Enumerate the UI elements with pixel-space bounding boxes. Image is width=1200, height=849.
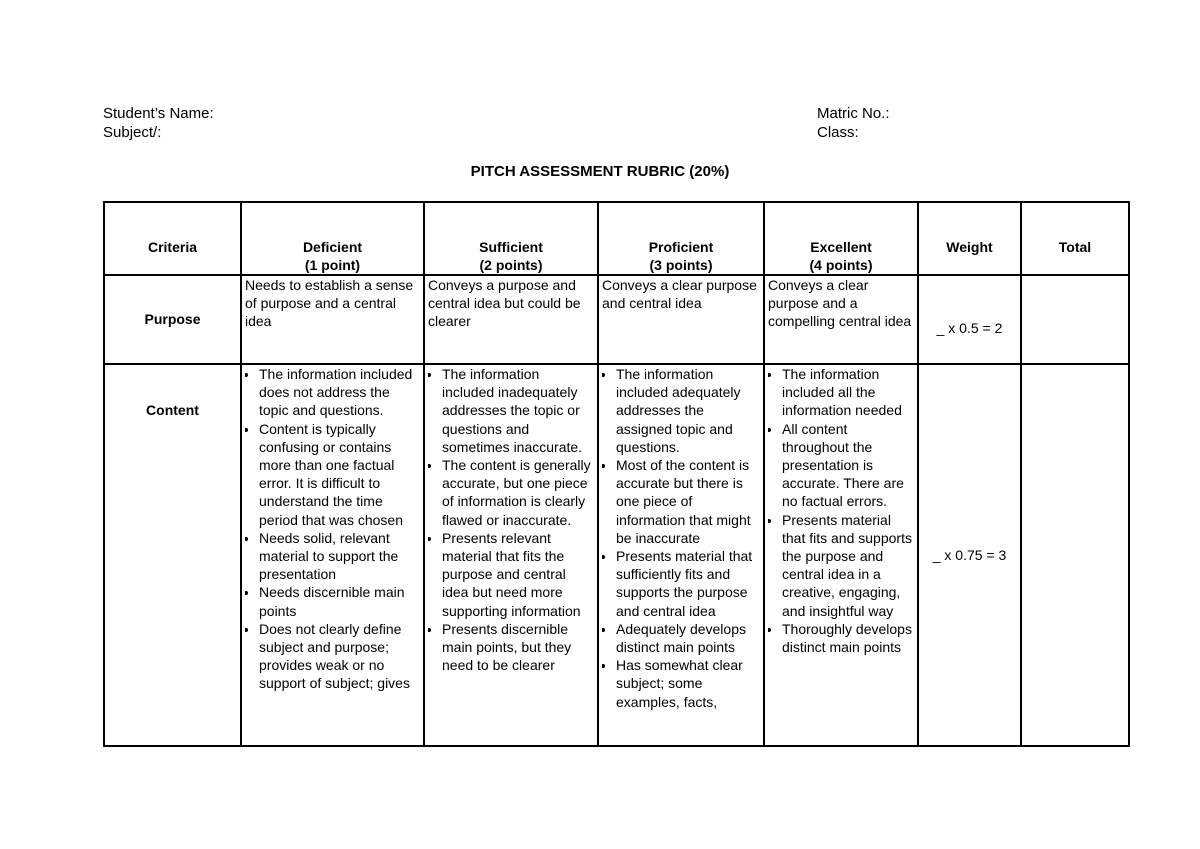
- criteria-cell: Content: [104, 364, 241, 746]
- student-name-label: Student’s Name:: [103, 105, 214, 122]
- list-item: • The content is generally accurate, but one piece of information is clearly flawed or inaccurate.: [442, 456, 594, 529]
- proficient-cell: Conveys a clear purpose and central idea: [598, 275, 764, 364]
- list-item: • The information included all the information needed: [782, 365, 914, 420]
- col-proficient: Proficient (3 points): [598, 202, 764, 275]
- list-item: • Adequately develops distinct main points: [616, 620, 760, 656]
- proficient-cell: [598, 364, 764, 746]
- col-excellent: Excellent (4 points): [764, 202, 918, 275]
- list-item: • Thoroughly develops distinct main points: [782, 620, 914, 656]
- total-cell: [1021, 364, 1129, 746]
- header-row: [104, 202, 1129, 275]
- header-left: [103, 104, 214, 142]
- class-label: Class:: [817, 124, 859, 141]
- criteria-cell: Purpose: [104, 275, 241, 364]
- excellent-cell: [764, 364, 918, 746]
- rubric-table: [103, 201, 1130, 747]
- list-item: • Does not clearly define subject and purpose; provides weak or no support of subject; gives: [259, 620, 420, 693]
- matric-label: Matric No.:: [817, 105, 890, 122]
- excellent-cell: Conveys a clear purpose and a compelling central idea: [764, 275, 918, 364]
- list-item: • The information included inadequately addresses the topic or questions and sometimes inaccurate.: [442, 365, 594, 456]
- col-sufficient: Sufficient (2 points): [424, 202, 598, 275]
- weight-cell: _ x 0.75 = 3: [918, 364, 1021, 746]
- list-item: • Presents discernible main points, but they need to be clearer: [442, 620, 594, 675]
- list-item: • All content throughout the presentation is accurate. There are no factual errors.: [782, 420, 914, 511]
- subject-label: Subject/:: [103, 124, 162, 141]
- sufficient-cell: Conveys a purpose and central idea but could be clearer: [424, 275, 598, 364]
- deficient-cell: Needs to establish a sense of purpose and a central idea: [241, 275, 424, 364]
- list-item: • Content is typically confusing or contains more than one factual error. It is difficult to understand the time period that was chosen: [259, 420, 420, 529]
- total-cell: [1021, 275, 1129, 364]
- list-item: • Presents relevant material that fits the purpose and central idea but need more supporting information: [442, 529, 594, 620]
- col-criteria: Criteria: [104, 202, 241, 275]
- sufficient-cell: [424, 364, 598, 746]
- list-item: • The information included adequately addresses the assigned topic and questions.: [616, 365, 760, 456]
- list-item: • Presents material that fits and supports the purpose and central idea in a creative, engaging, and insightful way: [782, 511, 914, 620]
- list-item: • Needs discernible main points: [259, 583, 420, 619]
- table-row: [104, 364, 1129, 746]
- header-right: [817, 104, 890, 142]
- page-title: PITCH ASSESSMENT RUBRIC (20%): [470, 163, 730, 180]
- deficient-cell: [241, 364, 424, 746]
- list-item: • Needs solid, relevant material to support the presentation: [259, 529, 420, 584]
- col-weight: Weight: [918, 202, 1021, 275]
- list-item: • Most of the content is accurate but there is one piece of information that might be inaccurate: [616, 456, 760, 547]
- table-row: [104, 275, 1129, 364]
- col-deficient: Deficient (1 point): [241, 202, 424, 275]
- list-item: • The information included does not address the topic and questions.: [259, 365, 420, 420]
- weight-cell: _ x 0.5 = 2: [918, 275, 1021, 364]
- col-total: Total: [1021, 202, 1129, 275]
- list-item: • Presents material that sufficiently fits and supports the purpose and central idea: [616, 547, 760, 620]
- list-item: • Has somewhat clear subject; some examples, facts,: [616, 656, 760, 711]
